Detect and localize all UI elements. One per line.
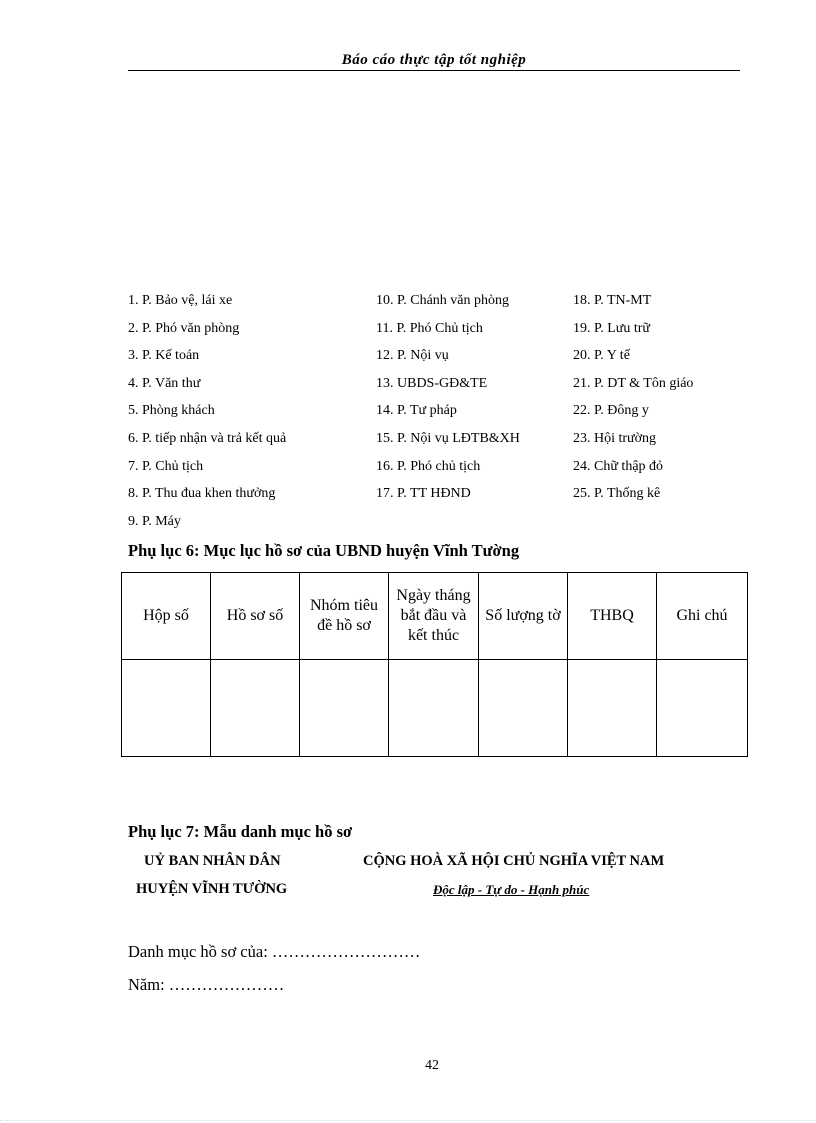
- room-item: 24. Chữ thập đỏ: [573, 458, 664, 474]
- room-list-column-1: [128, 291, 286, 539]
- room-item: 8. P. Thu đua khen thưởng: [128, 486, 276, 502]
- table-header-row: [122, 573, 748, 660]
- list-of-records-line: Danh mục hồ sơ của: ………………………: [128, 942, 421, 961]
- room-item: 3. P. Kế toán: [128, 348, 200, 364]
- room-item: 25. P. Thống kê: [573, 486, 661, 502]
- records-table: [121, 572, 748, 757]
- table-cell: [122, 660, 211, 757]
- room-item: 13. UBDS-GĐ&TE: [376, 375, 488, 391]
- room-item: 9. P. Máy: [128, 513, 181, 529]
- column-header: THBQ: [568, 573, 657, 660]
- table-row: [122, 660, 748, 757]
- column-header: Hộp số: [122, 573, 211, 660]
- table-cell: [389, 660, 479, 757]
- column-header: Số lượng tờ: [479, 573, 568, 660]
- room-item: 7. P. Chủ tịch: [128, 458, 204, 474]
- room-item: 16. P. Phó chủ tịch: [376, 458, 481, 474]
- org-name-line-1: UỶ BAN NHÂN DÂN: [144, 853, 281, 869]
- appendix-6-heading: Phụ lục 6: Mục lục hồ sơ của UBND huyện Vĩnh Tường: [128, 541, 520, 560]
- room-item: 18. P. TN-MT: [573, 293, 652, 308]
- room-item: 15. P. Nội vụ LĐTB&XH: [376, 430, 520, 446]
- national-motto: Độc lập - Tự do - Hạnh phúc: [433, 882, 590, 897]
- page-number: 42: [425, 1058, 439, 1073]
- room-item: 6. P. tiếp nhận và trả kết quả: [128, 430, 287, 446]
- column-header: Ngày tháng bắt đầu và kết thúc: [389, 573, 479, 660]
- column-header: Ghi chú: [657, 573, 748, 660]
- room-item: 23. Hội trường: [573, 430, 657, 446]
- table-cell: [568, 660, 657, 757]
- room-item: 14. P. Tư pháp: [376, 403, 457, 419]
- column-header: Nhóm tiêu đề hồ sơ: [300, 573, 389, 660]
- room-list-column-2: [376, 291, 520, 512]
- header-rule: [128, 70, 740, 71]
- room-item: 2. P. Phó văn phòng: [128, 320, 240, 336]
- year-line: Năm: …………………: [128, 975, 285, 994]
- table-cell: [300, 660, 389, 757]
- room-item: 5. Phòng khách: [128, 403, 215, 419]
- national-title: CỘNG HOÀ XÃ HỘI CHỦ NGHĨA VIỆT NAM: [363, 853, 665, 869]
- org-name-line-2: HUYỆN VĨNH TƯỜNG: [136, 881, 288, 897]
- room-item: 20. P. Y tế: [573, 348, 630, 364]
- page-bottom-border: [0, 1120, 816, 1121]
- table-cell: [211, 660, 300, 757]
- room-item: 10. P. Chánh văn phòng: [376, 293, 509, 308]
- room-item: 19. P. Lưu trữ: [573, 320, 651, 336]
- room-item: 4. P. Văn thư: [128, 375, 201, 391]
- table-cell: [479, 660, 568, 757]
- room-item: 11. P. Phó Chủ tịch: [376, 320, 483, 336]
- appendix-7-heading: Phụ lục 7: Mẫu danh mục hồ sơ: [128, 822, 353, 841]
- room-item: 17. P. TT HĐND: [376, 486, 471, 502]
- running-header: Báo cáo thực tập tốt nghiệp: [341, 52, 527, 68]
- room-item: 1. P. Bảo vệ, lái xe: [128, 293, 233, 308]
- column-header: Hồ sơ số: [211, 573, 300, 660]
- room-list-column-3: [573, 291, 693, 512]
- room-item: 21. P. DT & Tôn giáo: [573, 375, 694, 391]
- room-item: 12. P. Nội vụ: [376, 348, 449, 364]
- table-cell: [657, 660, 748, 757]
- room-item: 22. P. Đông y: [573, 403, 649, 419]
